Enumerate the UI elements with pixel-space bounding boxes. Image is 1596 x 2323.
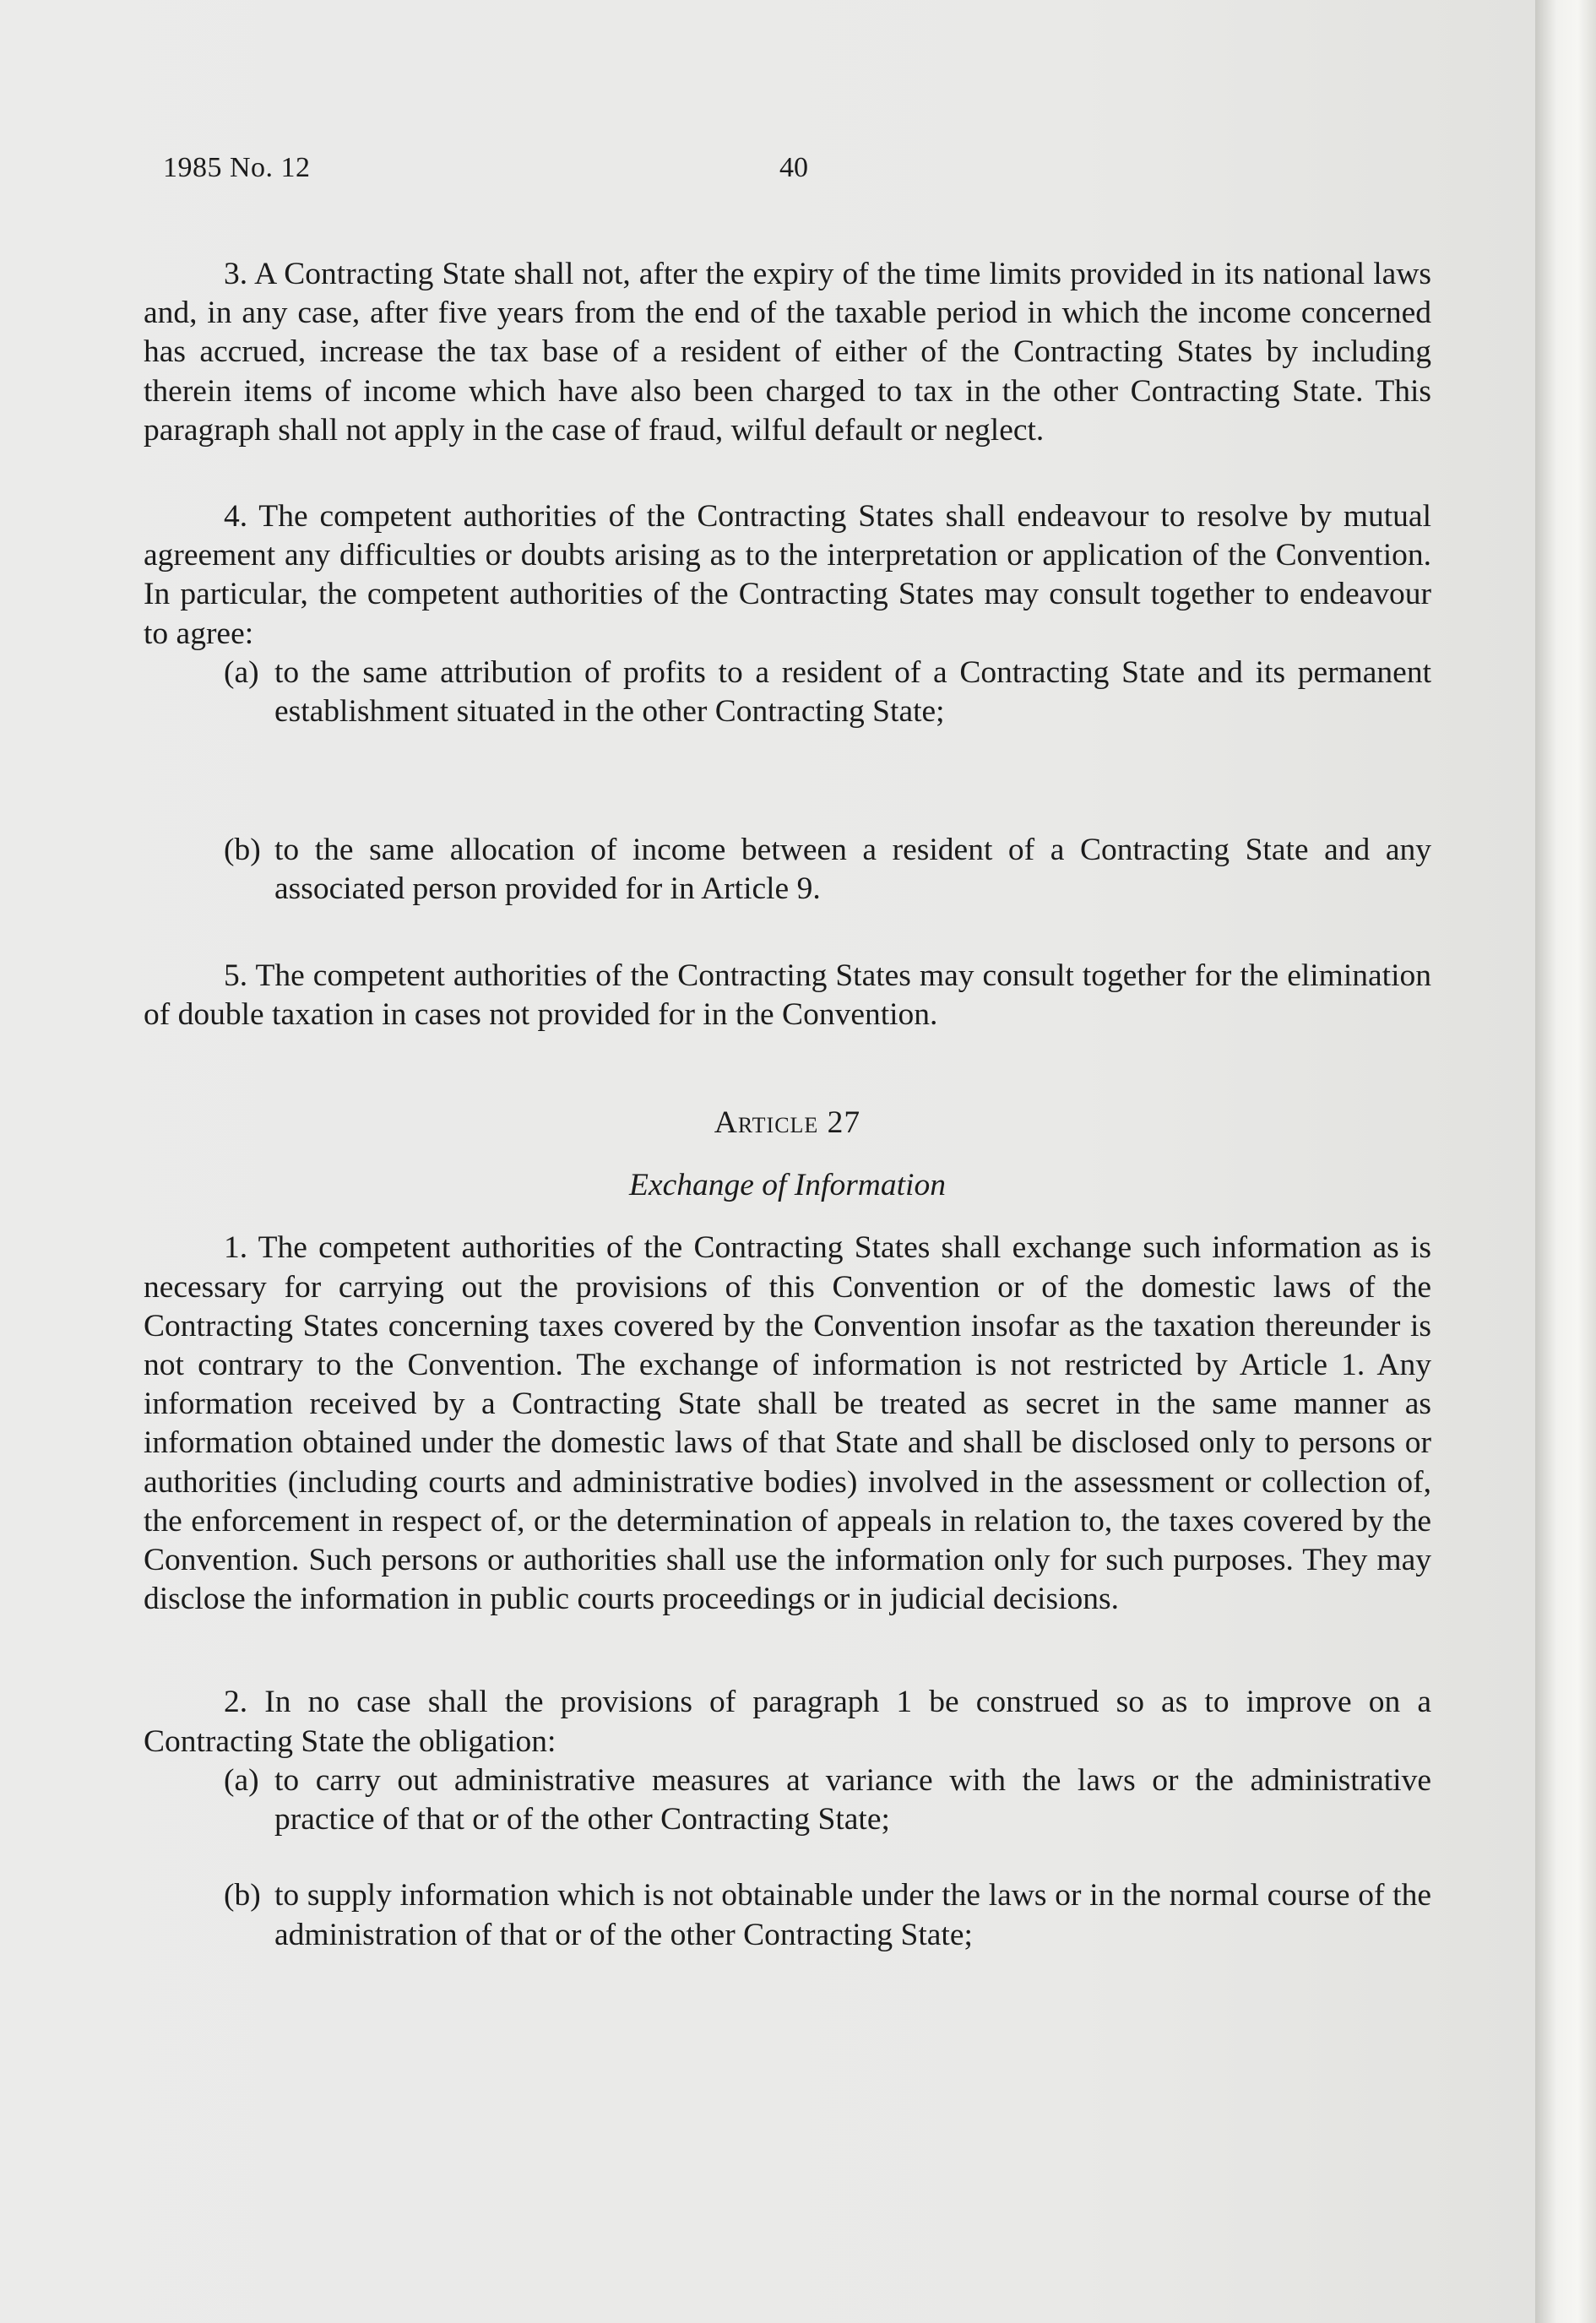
- list-marker: (b): [224, 1878, 261, 1913]
- list-item-2b: [144, 1876, 1431, 1954]
- statute-reference: 1985 No. 12: [163, 152, 311, 183]
- paragraph-5: 5. The competent authorities of the Contracting States may consult together for the elimination of double taxation in cases not provided for in the Convention.: [144, 958, 1431, 1032]
- page-header: [163, 152, 1430, 194]
- list-item-text: to the same attribution of profits to a resident of a Contracting State and its permanent establishment situated in the other Contracting State;: [274, 654, 1431, 730]
- body-text: [144, 255, 1431, 1955]
- list-marker: (b): [224, 833, 261, 868]
- list-item-4b: [144, 831, 1431, 909]
- page-edge: [1535, 0, 1596, 2323]
- paragraph-3: 3. A Contracting State shall not, after the expiry of the time limits provided in its national laws and, in any case, after five years from the end of the taxable period in which the income concerned has accrued, increase the tax base of a resident of either of the Contracting States by including therein items of income which have also been charged to tax in the other Contracting State. This paragraph shall not apply in the case of fraud, wilful default or neglect.: [144, 257, 1431, 448]
- article-paragraph-2: 2. In no case shall the provisions of paragraph 1 be construed so as to improve on a Contracting State the obligation:: [144, 1685, 1431, 1759]
- list-marker: (a): [224, 1762, 259, 1798]
- page-number: 40: [779, 152, 808, 183]
- article-heading: Article 27: [714, 1105, 861, 1141]
- article-paragraph-1: 1. The competent authorities of the Contracting States shall exchange such information as is necessary for carrying out the provisions of this Convention or of the domestic laws of the Contracting States concerning taxes covered by the Convention insofar as the taxation thereunder is not contrary to the Convention. The exchange of information is not restricted by Article 1. Any information received by a Contracting State shall be treated as secret in the same manner as information obtained under the domestic laws of that State and shall be disclosed only to persons or authorities (including courts and administrative bodies) involved in the assessment or collection of, the enforcement in respect of, or the determination of appeals in relation to, the taxes covered by the Convention. Such persons or authorities shall use the information only for such purposes. They may disclose the information in public courts proceedings or in judicial decisions.: [144, 1230, 1431, 1617]
- list-item-text: to supply information which is not obtainable under the laws or in the normal course of the administration of that or of the other Contracting State;: [274, 1878, 1431, 1952]
- list-marker: (a): [224, 654, 259, 690]
- list-item-text: to carry out administrative measures at variance with the laws or the administrative practice of that or of the other Contracting State;: [274, 1762, 1431, 1837]
- list-item-2a: [144, 1761, 1431, 1839]
- article-title: Exchange of Information: [629, 1168, 946, 1203]
- list-item-4a: [144, 654, 1431, 731]
- list-item-text: to the same allocation of income between a resident of a Contracting State and any associated person provided for in Article 9.: [274, 833, 1431, 907]
- paragraph-4: 4. The competent authorities of the Contracting States shall endeavour to resolve by mutual agreement any difficulties or doubts arising as to the interpretation or application of the Convention. In particular, the competent authorities of the Contracting States may consult together to endeavour to agree:: [144, 499, 1431, 651]
